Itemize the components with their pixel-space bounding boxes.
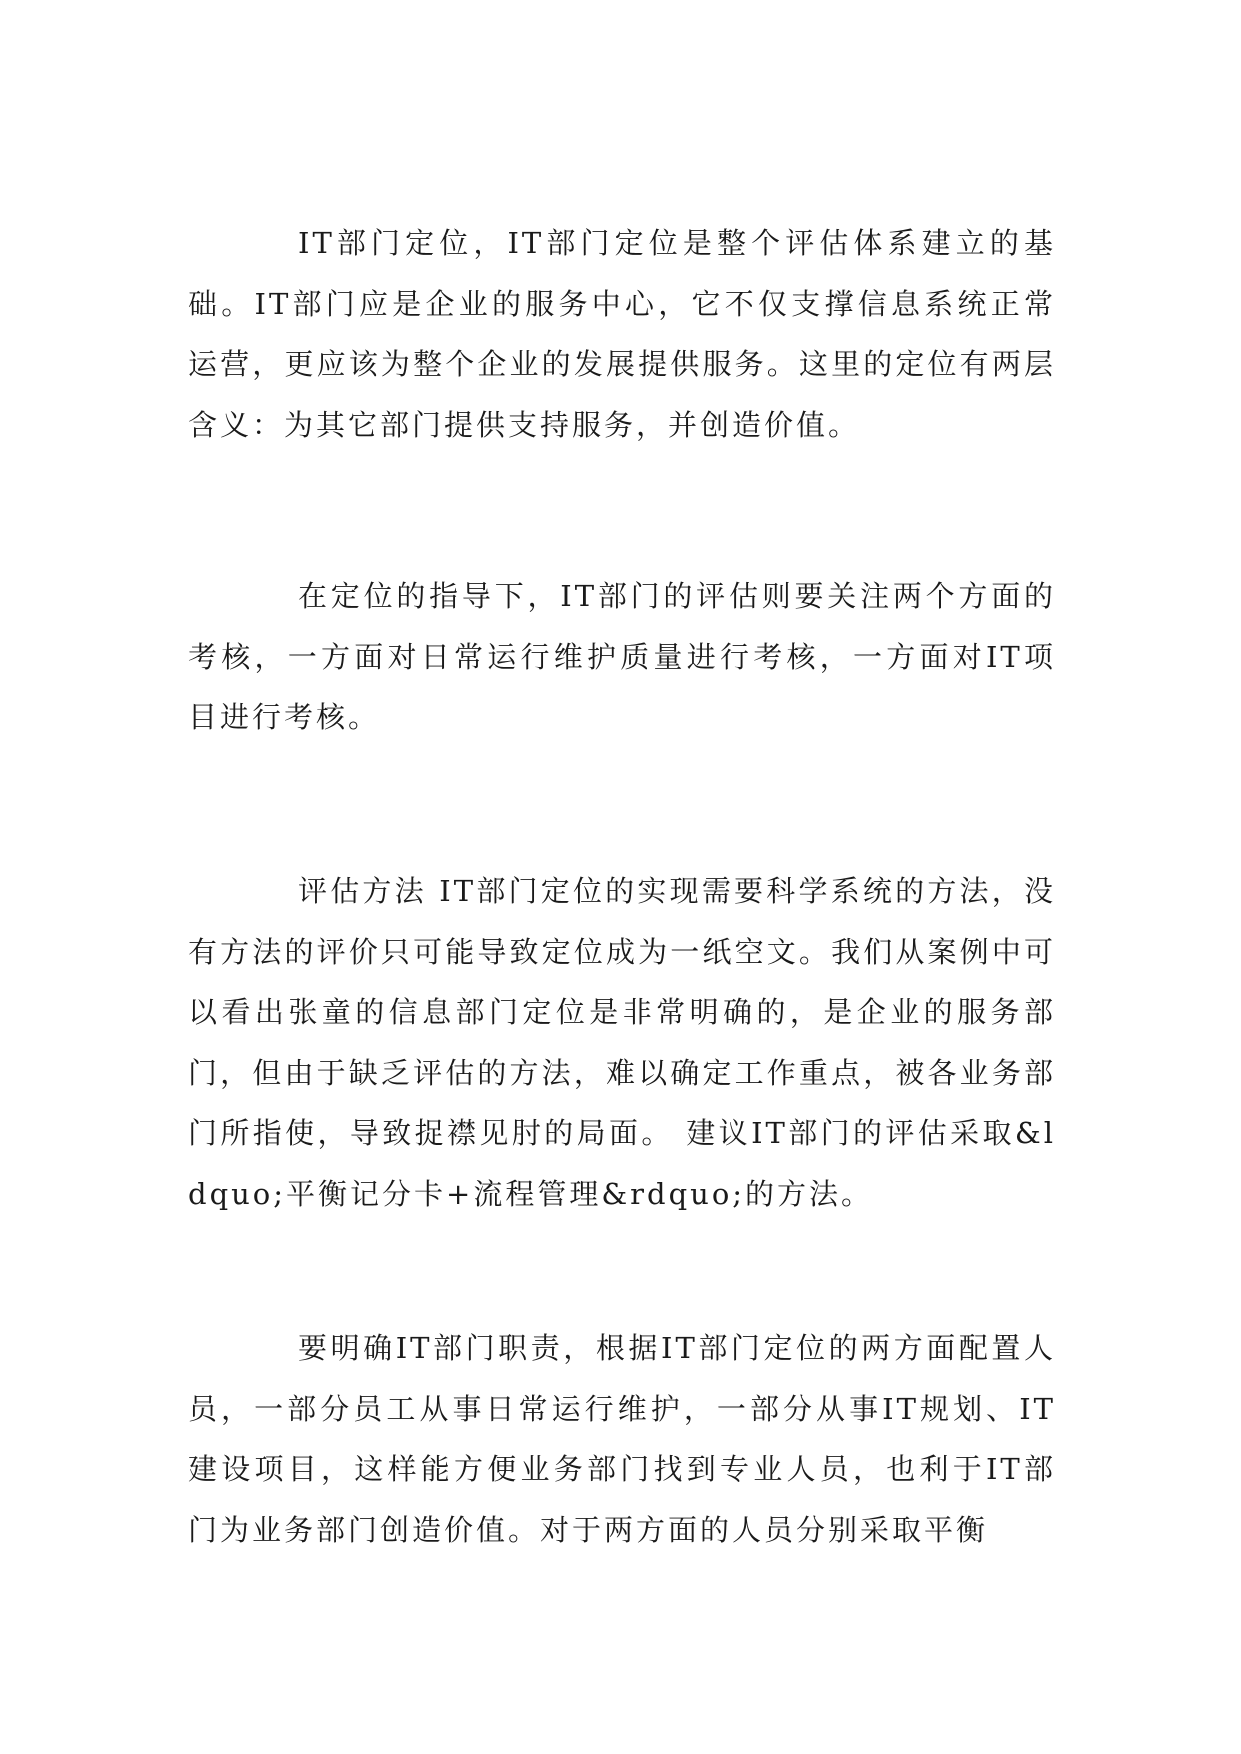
paragraph-it-responsibilities: 要明确IT部门职责，根据IT部门定位的两方面配置人员，一部分员工从事日常运行维护，一部分从事IT规划、IT建设项目，这样能方便业务部门找到专业人员，也利于IT部门为业务部门创造价值。对于两方面的人员分别采取平衡 bbox=[188, 1331, 1056, 1547]
paragraph-assessment-focus: 在定位的指导下，IT部门的评估则要关注两个方面的考核，一方面对日常运行维护质量进行考核，一方面对IT项目进行考核。 bbox=[188, 579, 1056, 734]
paragraph-it-positioning: IT部门定位，IT部门定位是整个评估体系建立的基础。IT部门应是企业的服务中心，它不仅支撑信息系统正常运营，更应该为整个企业的发展提供服务。这里的定位有两层含义：为其它部门提供支持服务，并创造价值。 bbox=[188, 226, 1056, 442]
paragraph-assessment-method: 评估方法 IT部门定位的实现需要科学系统的方法，没有方法的评价只可能导致定位成为一纸空文。我们从案例中可以看出张童的信息部门定位是非常明确的，是企业的服务部门，但由于缺乏评估的方法，难以确定工作重点，被各业务部门所指使，导致捉襟见肘的局面。 建议IT部门的评估采取&ldquo;平衡记分卡+流程管理&rdquo;的方法。 bbox=[188, 874, 1056, 1211]
